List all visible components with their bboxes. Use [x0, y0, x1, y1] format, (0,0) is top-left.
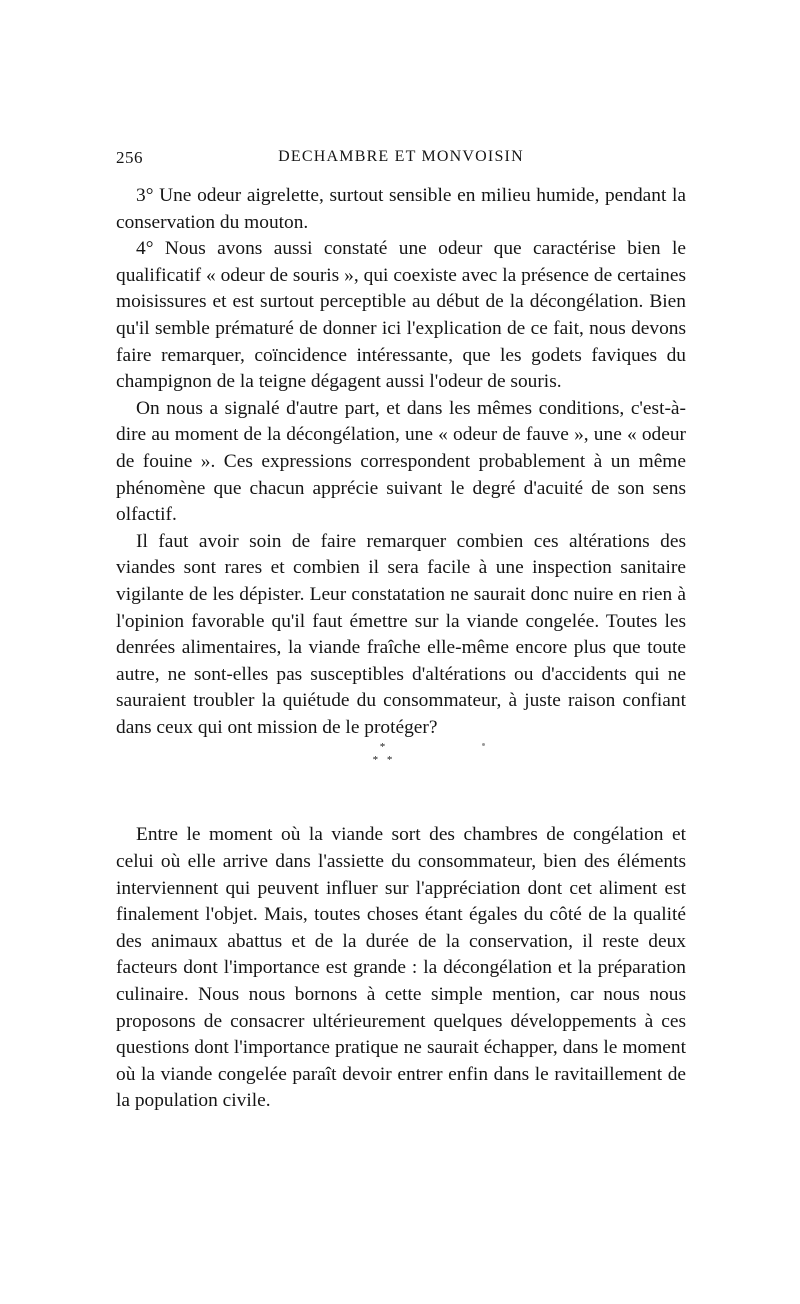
- page-number: 256: [116, 148, 143, 167]
- running-head: DECHAMBRE ET MONVOISIN: [278, 148, 524, 165]
- asterism: [364, 741, 404, 767]
- section-separator: [116, 741, 686, 795]
- page-body: [116, 183, 686, 1115]
- paragraph-odeur-de-souris: 4° Nous avons aussi constaté une odeur que caractérise bien le qualificatif « odeur de souris », qui coexiste avec la présence de certaines moisissures et est surtout perceptible au début de la décongélation. Bien qu'il semble prématuré de donner ici l'explication de ce fait, nous devons faire remarquer, coïncidence intéressante, que les godets faviques du champignon de la teigne dégagent aussi l'odeur de souris.: [116, 238, 686, 393]
- asterism-top: *: [379, 741, 389, 754]
- print-speck: [482, 743, 485, 746]
- paragraph-alterations-rares: Il faut avoir soin de faire remarquer combien ces altérations des viandes sont rares et combien il sera facile à une inspection sanitaire vigilante de les dépister. Leur constatation ne saurait donc nuire en rien à l'opinion favorable qu'il faut émettre sur la viande congelée. Toutes les denrées alimentaires, la viande fraîche elle-même encore plus que toute autre, ne sont-elles pas susceptibles d'altérations ou d'accidents qui ne sauraient troubler la quiétude du consommateur, à juste raison confiant dans ceux qui ont mission de le protéger?: [116, 530, 686, 738]
- asterism-bottom: * *: [372, 754, 396, 767]
- page-header: [116, 148, 686, 172]
- paragraph-odeur-de-fauve: On nous a signalé d'autre part, et dans les mêmes conditions, c'est-à-dire au moment de la décongélation, une « odeur de fauve », une « odeur de fouine ». Ces expressions correspondent probablement à un même phénomène que chacun apprécie suivant le degré d'acuité de son sens olfactif.: [116, 397, 686, 526]
- paragraph-odeur-aigrelette: 3° Une odeur aigrelette, surtout sensible en milieu humide, pendant la conservation du mouton.: [116, 185, 686, 233]
- paragraph-decongelation-preparation: Entre le moment où la viande sort des chambres de congélation et celui où elle arrive dans l'assiette du consommateur, bien des éléments interviennent qui peuvent influer sur l'appréciation dont cet aliment est finalement l'objet. Mais, toutes choses étant égales du côté de la qualité des animaux abattus et de la durée de la conservation, il reste deux facteurs dont l'importance est grande : la décongélation et la préparation culinaire. Nous nous bornons à cette simple mention, car nous nous proposons de consacrer ultérieurement quelques développements à ces questions dont l'importance pratique ne saurait échapper, dans le moment où la viande congelée paraît devoir entrer enfin dans le ravitaillement de la population civile.: [116, 824, 686, 1112]
